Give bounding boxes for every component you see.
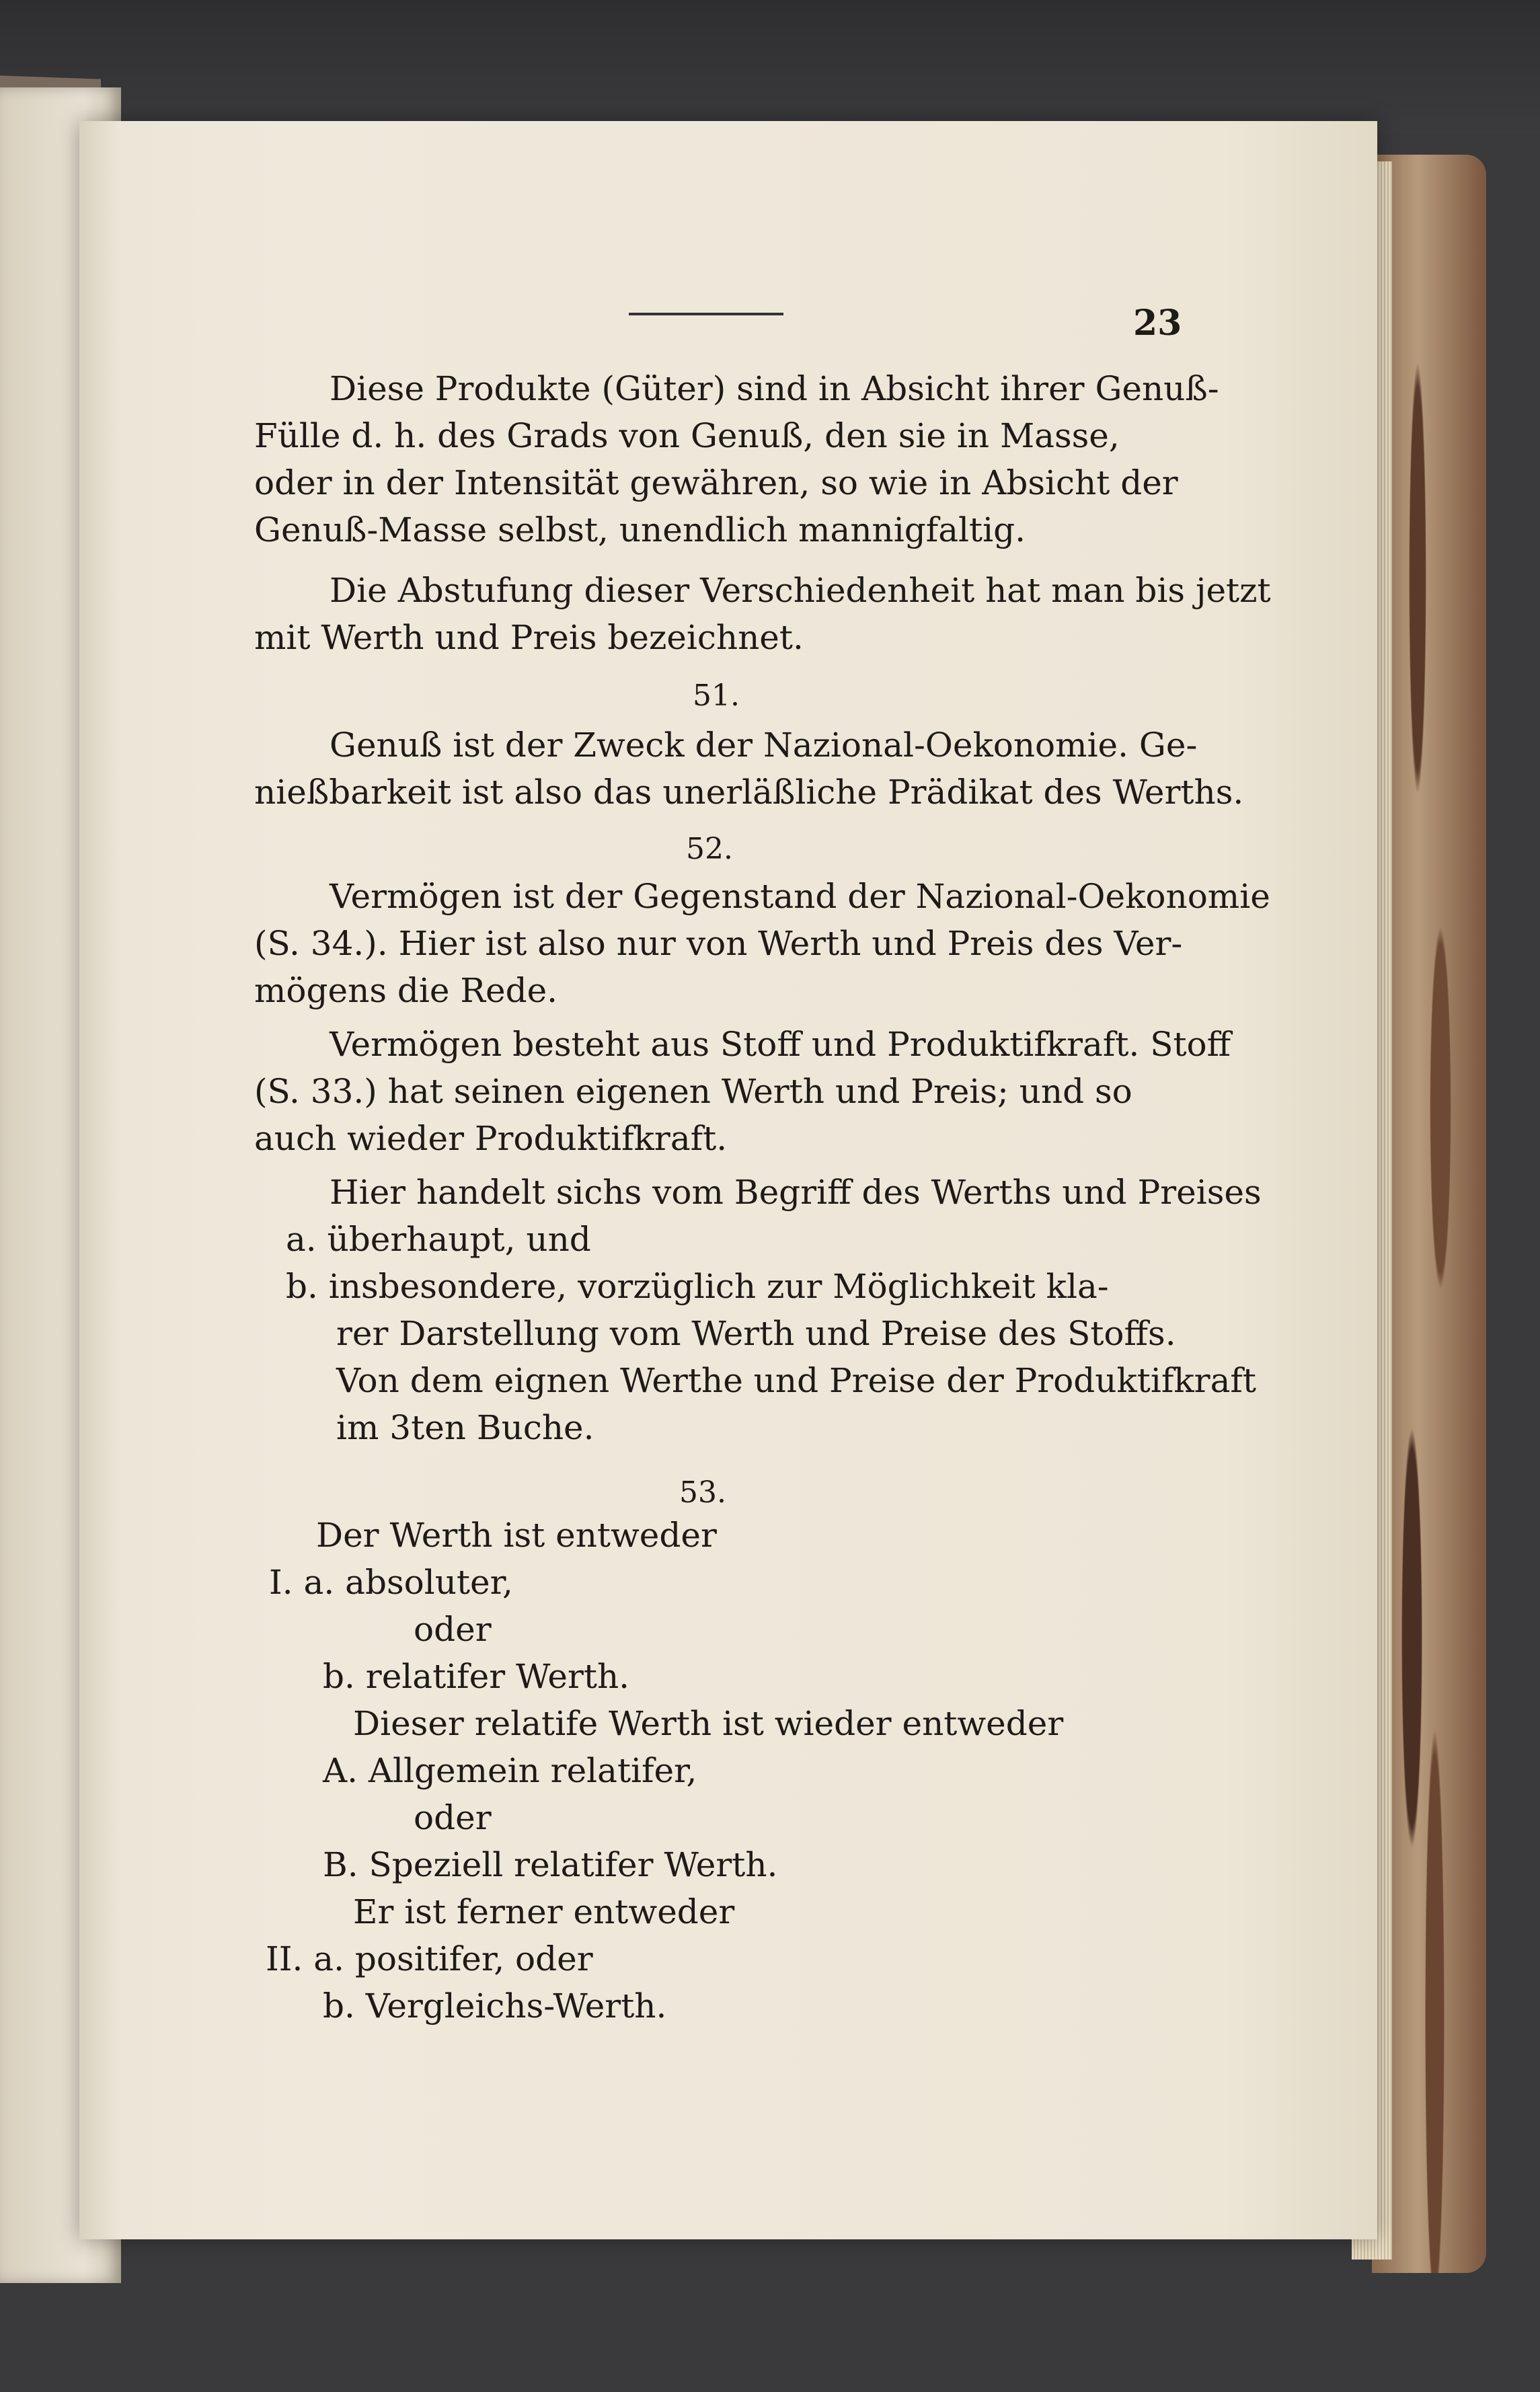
text-line: rer Darstellung vom Werth und Preise des Stoffs. (336, 1314, 1176, 1353)
text-line: Dieser relatife Werth ist wieder entweder (353, 1704, 1064, 1743)
section-number: 52. (686, 832, 733, 866)
text-line: Hier handelt sichs vom Begriff des Werths und Preises (330, 1173, 1262, 1212)
page-number: 23 (1133, 303, 1182, 344)
list-item: b. Vergleichs-Werth. (323, 1986, 667, 2026)
list-item: I. a. absoluter, (269, 1563, 513, 1602)
text-line: Er ist ferner entweder (353, 1892, 735, 1931)
text-line: Fülle d. h. des Grads von Genuß, den sie in Masse, (254, 416, 1120, 455)
text-line: Genuß ist der Zweck der Nazional-Oekonomie. Ge- (330, 726, 1198, 765)
text-line: (S. 33.) hat seinen eigenen Werth und Preis; und so (254, 1072, 1132, 1111)
text-line: nießbarkeit ist also das unerläßliche Prädikat des Werths. (254, 773, 1244, 812)
list-item: B. Speziell relatifer Werth. (323, 1845, 778, 1884)
text-line: mit Werth und Preis bezeichnet. (254, 618, 804, 657)
text-line: oder (414, 1798, 492, 1837)
text-line: Der Werth ist entweder (316, 1516, 717, 1555)
text-line: Genuß-Masse selbst, unendlich mannigfaltig. (254, 510, 1026, 549)
text-line: mögens die Rede. (254, 971, 558, 1010)
text-line: Diese Produkte (Güter) sind in Absicht ihrer Genuß- (330, 369, 1219, 408)
text-line: Vermögen ist der Gegenstand der Nazional-Oekonomie (330, 877, 1270, 916)
text-line: Die Abstufung dieser Verschiedenheit hat man bis jetzt (330, 571, 1271, 610)
text-line: auch wieder Produktifkraft. (254, 1119, 728, 1158)
text-line: im 3ten Buche. (336, 1408, 594, 1447)
list-item: b. relatifer Werth. (323, 1657, 630, 1696)
text-line: oder in der Intensität gewähren, so wie in Absicht der (254, 463, 1178, 502)
text-line: Vermögen besteht aus Stoff und Produktifkraft. Stoff (330, 1025, 1231, 1064)
section-number: 53. (679, 1475, 726, 1510)
list-item: A. Allgemein relatifer, (323, 1751, 697, 1790)
text-line: (S. 34.). Hier ist also nur von Werth und Preis des Ver- (254, 924, 1183, 963)
list-item: II. a. positifer, oder (266, 1939, 593, 1978)
background-top (0, 0, 1540, 134)
text-line: Von dem eignen Werthe und Preise der Produktifkraft (336, 1361, 1256, 1400)
text-line: oder (414, 1610, 492, 1649)
list-item: a. überhaupt, und (286, 1220, 591, 1259)
section-number: 51. (693, 679, 740, 713)
header-rule (629, 313, 783, 315)
list-item: b. insbesondere, vorzüglich zur Möglichkeit kla- (286, 1267, 1109, 1306)
